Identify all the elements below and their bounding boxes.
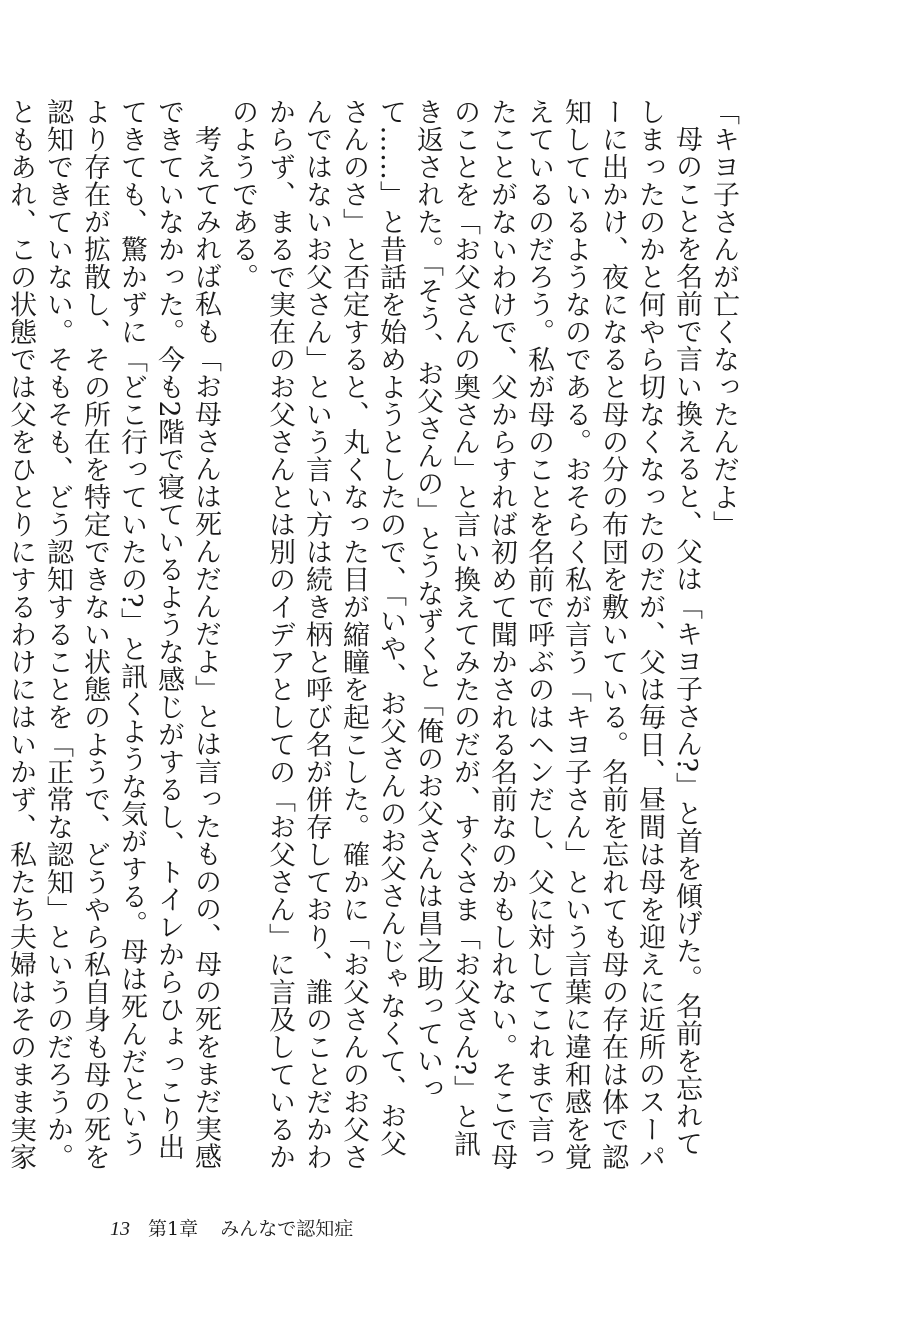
paragraph: ともあれ、この状態では父をひとりにするわけにはいかず、私たち夫婦はそのまま実家 [5,98,36,1171]
chapter-title: みんなで認知症 [220,1218,354,1240]
chapter-label: 第1章 [148,1218,199,1240]
paragraph: 母のことを名前で言い換えると、父は「キヨ子さん?」と首を傾げた。名前を忘れてしまったのかと何やら切なくなったのだが、父は毎日、昼間は母を迎えに近所のスーパーに出かけ、夜になると母の分の布団を敷いている。名前を忘れても母の存在は体で認知しているようなのである。おそらく私が言う「キヨ子さん」という言葉に違和感を覚えているのだろう。私が母のことを名前で呼ぶのはヘンだし、父に対してこれまで言ったことがないわけで、父からすれば初めて聞かされる名前なのかもしれない。そこで母のことを「お父さんの奥さん」と言い換えてみたのだが、すぐさま「お父さん?」と訊き返された。「そう、お父さんの」とうなずくと「俺のお父さんは昌之助っていって……」と昔話を始めようとしたので、「いや、お父さんのお父さんじゃなくて、お父さんのさ」と否定すると、丸くなった目が縮瞳を起こした。確かに「お父さんのお父さんではないお父さん」という言い方は続き柄と呼び名が併存しており、誰のことだかわからず、まるで実在のお父さんとは別のイデアとしての「お父さん」に言及しているかのようである。 [227,98,702,1171]
body-text [5,98,742,1178]
paragraph: 「キヨ子さんが亡くなったんだよ」 [708,98,739,538]
page-footer [110,1214,353,1241]
page-number: 13 [110,1218,130,1240]
paragraph: 考えてみれば私も「お母さんは死んだんだよ」とは言ったものの、母の死をまだ実感できていなかった。今も2階で寝ているような感じがするし、トイレからひょっこり出てきても、驚かずに「どこ行っていたの?」と訊くような気がする。母は死んだというより存在が拡散し、その所在を特定できない状態のようで、どうやら私自身も母の死を認知できていない。そもそも、どう認知することを「正常な認知」というのだろうか。 [42,98,221,1171]
